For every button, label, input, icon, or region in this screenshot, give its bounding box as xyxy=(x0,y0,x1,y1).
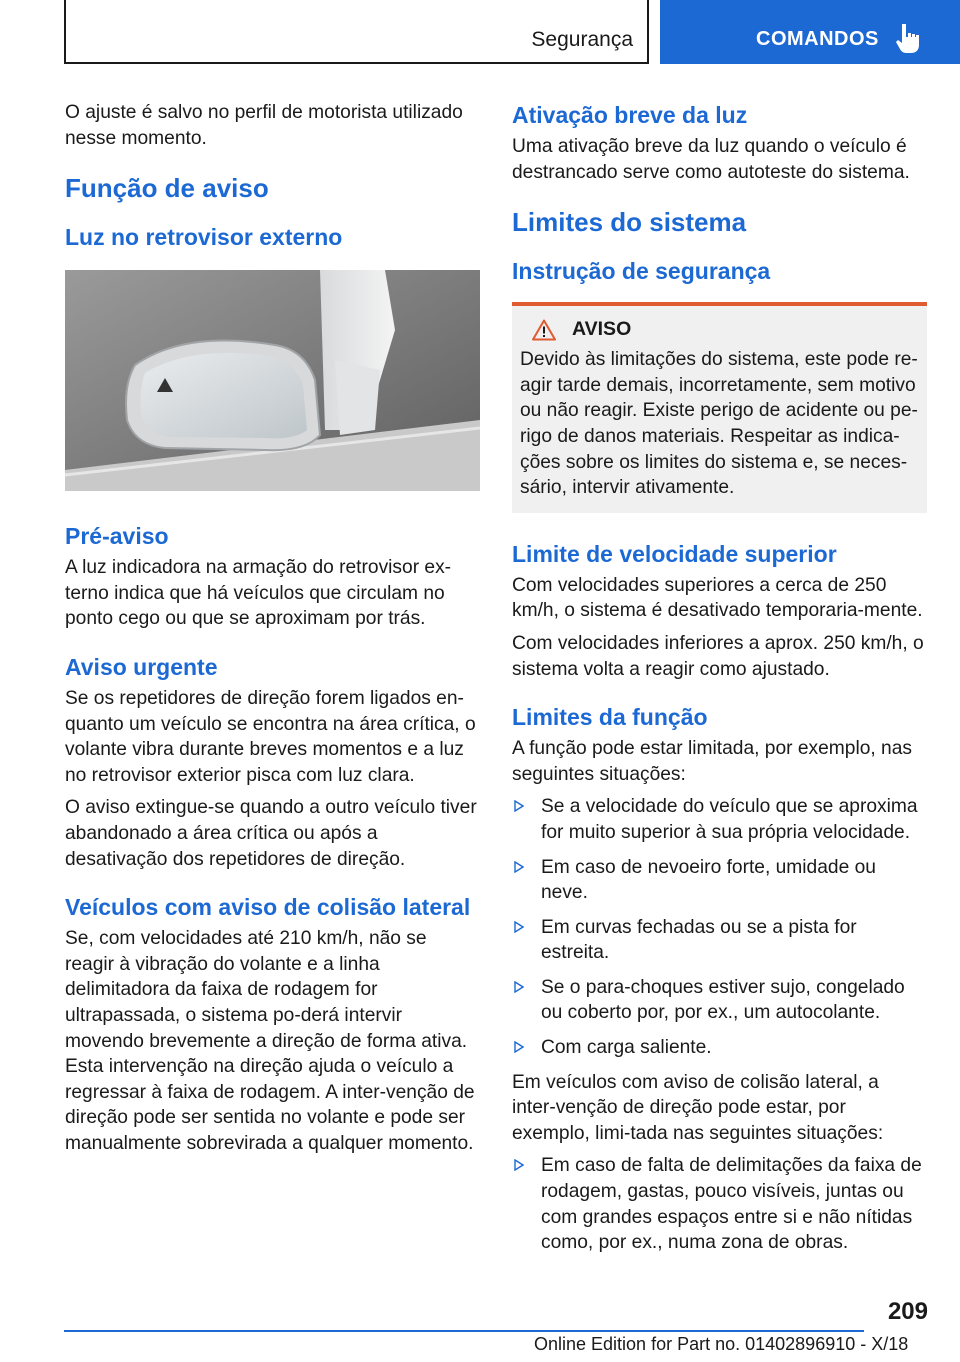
heading-pre-aviso: Pré-aviso xyxy=(65,523,169,550)
heading-aviso-urgente: Aviso urgente xyxy=(65,653,218,680)
left-column xyxy=(65,100,480,1163)
paragraph-velocidade-2: Com velocidades inferiores a aprox. 250 km/h, o sistema volta a reagir como ajustado. xyxy=(512,632,924,680)
header-chapter-title: COMANDOS xyxy=(756,28,879,50)
header-chapter-tab[interactable] xyxy=(660,0,960,64)
heading-colisao-lateral: Veículos com aviso de colisão lateral xyxy=(65,894,471,921)
heading-ativacao-breve: Ativação breve da luz xyxy=(512,102,748,128)
right-column xyxy=(512,100,927,1265)
list-item: Se o para-choques estiver sujo, congelado ou coberto por, por ex., um autocolante. xyxy=(512,975,927,1026)
heading-instrucao-seguranca: Instrução de segurança xyxy=(512,258,771,285)
paragraph-velocidade-1: Com velocidades superiores a cerca de 250 km/h, o sistema é desativado temporaria-mente. xyxy=(512,574,923,622)
warning-box xyxy=(512,302,927,513)
warning-header xyxy=(520,318,919,341)
paragraph-intervencao: Em veículos com aviso de colisão lateral, a inter-venção de direção pode estar, por exemplo, limi-tada nas seguintes situações: xyxy=(512,1071,884,1144)
triangle-bullet-icon xyxy=(514,800,524,812)
triangle-bullet-icon xyxy=(514,1159,524,1171)
heading-limite-velocidade: Limite de velocidade superior xyxy=(512,540,837,567)
list-item: Em caso de nevoeiro forte, umidade ou neve. xyxy=(512,855,927,906)
situations-list xyxy=(512,794,927,1060)
footer-divider xyxy=(64,1330,864,1332)
warning-text: Devido às limitações do sistema, este pode re-agir tarde demais, incorretamente, sem motivo ou não reagir. Existe perigo de acidente ou pe-rigo de danos materiais. Respeitar as indica-ções sobre os limites do sistema e, se neces-sário, intervir ativamente. xyxy=(520,349,918,499)
header-section-box xyxy=(64,0,649,64)
triangle-bullet-icon xyxy=(514,981,524,993)
paragraph-ativacao-breve: Uma ativação breve da luz quando o veículo é destrancado serve como autoteste do sistema. xyxy=(512,136,910,183)
paragraph-colisao-lateral: Se, com velocidades até 210 km/h, não se reagir à vibração do volante e a linha delimitadora da faixa de rodagem for ultrapassada, o sistema po-derá intervir movendo brevemente a direção de forma ativa. Esta intervenção na direção ajuda o veículo a regressar à faixa de rodagem. A inter-venção de direção pode ser sentida no volante e pode ser manualmente sobrevirada a qualquer momento. xyxy=(65,928,475,1154)
intervention-list xyxy=(512,1153,927,1255)
list-item: Se a velocidade do veículo que se aproxima for muito superior à sua própria velocidade. xyxy=(512,794,927,845)
heading-luz-retrovisor: Luz no retrovisor externo xyxy=(65,224,343,251)
paragraph-aviso-urgente-1: Se os repetidores de direção forem ligados en-quanto um veículo se encontra na área crítica, o volante vibra durante breves momentos e a luz no retrovisor exterior pisca com luz clara. xyxy=(65,687,476,786)
header-section-title: Segurança xyxy=(531,28,633,51)
heading-funcao-de-aviso: Função de aviso xyxy=(65,173,269,204)
list-item: Em caso de falta de delimitações da faixa de rodagem, gastas, pouco visíveis, juntas ou com grandes espaços entre si e não nítidas como, por ex., numa zona de obras. xyxy=(512,1153,927,1255)
list-item: Com carga saliente. xyxy=(512,1035,927,1061)
intro-paragraph: O ajuste é salvo no perfil de motorista utilizado nesse momento. xyxy=(65,102,463,149)
warning-triangle-icon xyxy=(532,319,556,341)
paragraph-aviso-urgente-2: O aviso extingue-se quando a outro veículo tiver abandonado a área crítica ou após a desativação dos repetidores de direção. xyxy=(65,797,477,870)
heading-limites-funcao: Limites da função xyxy=(512,704,708,731)
footer-edition: Online Edition for Part no. 01402896910 - X/18 xyxy=(534,1334,909,1354)
triangle-bullet-icon xyxy=(514,1041,524,1053)
mirror-photo xyxy=(65,270,480,491)
hand-pointer-icon xyxy=(896,22,922,54)
warning-title: AVISO xyxy=(572,318,632,341)
page-number: 209 xyxy=(887,1298,928,1325)
list-item: Em curvas fechadas ou se a pista for estreita. xyxy=(512,915,927,966)
triangle-bullet-icon xyxy=(514,921,524,933)
triangle-bullet-icon xyxy=(514,861,524,873)
paragraph-limites-funcao: A função pode estar limitada, por exemplo, nas seguintes situações: xyxy=(512,738,912,785)
paragraph-pre-aviso: A luz indicadora na armação do retrovisor ex-terno indica que há veículos que circulam no ponto cego ou que se aproximam por trás. xyxy=(65,557,452,630)
heading-limites-sistema: Limites do sistema xyxy=(512,207,747,238)
